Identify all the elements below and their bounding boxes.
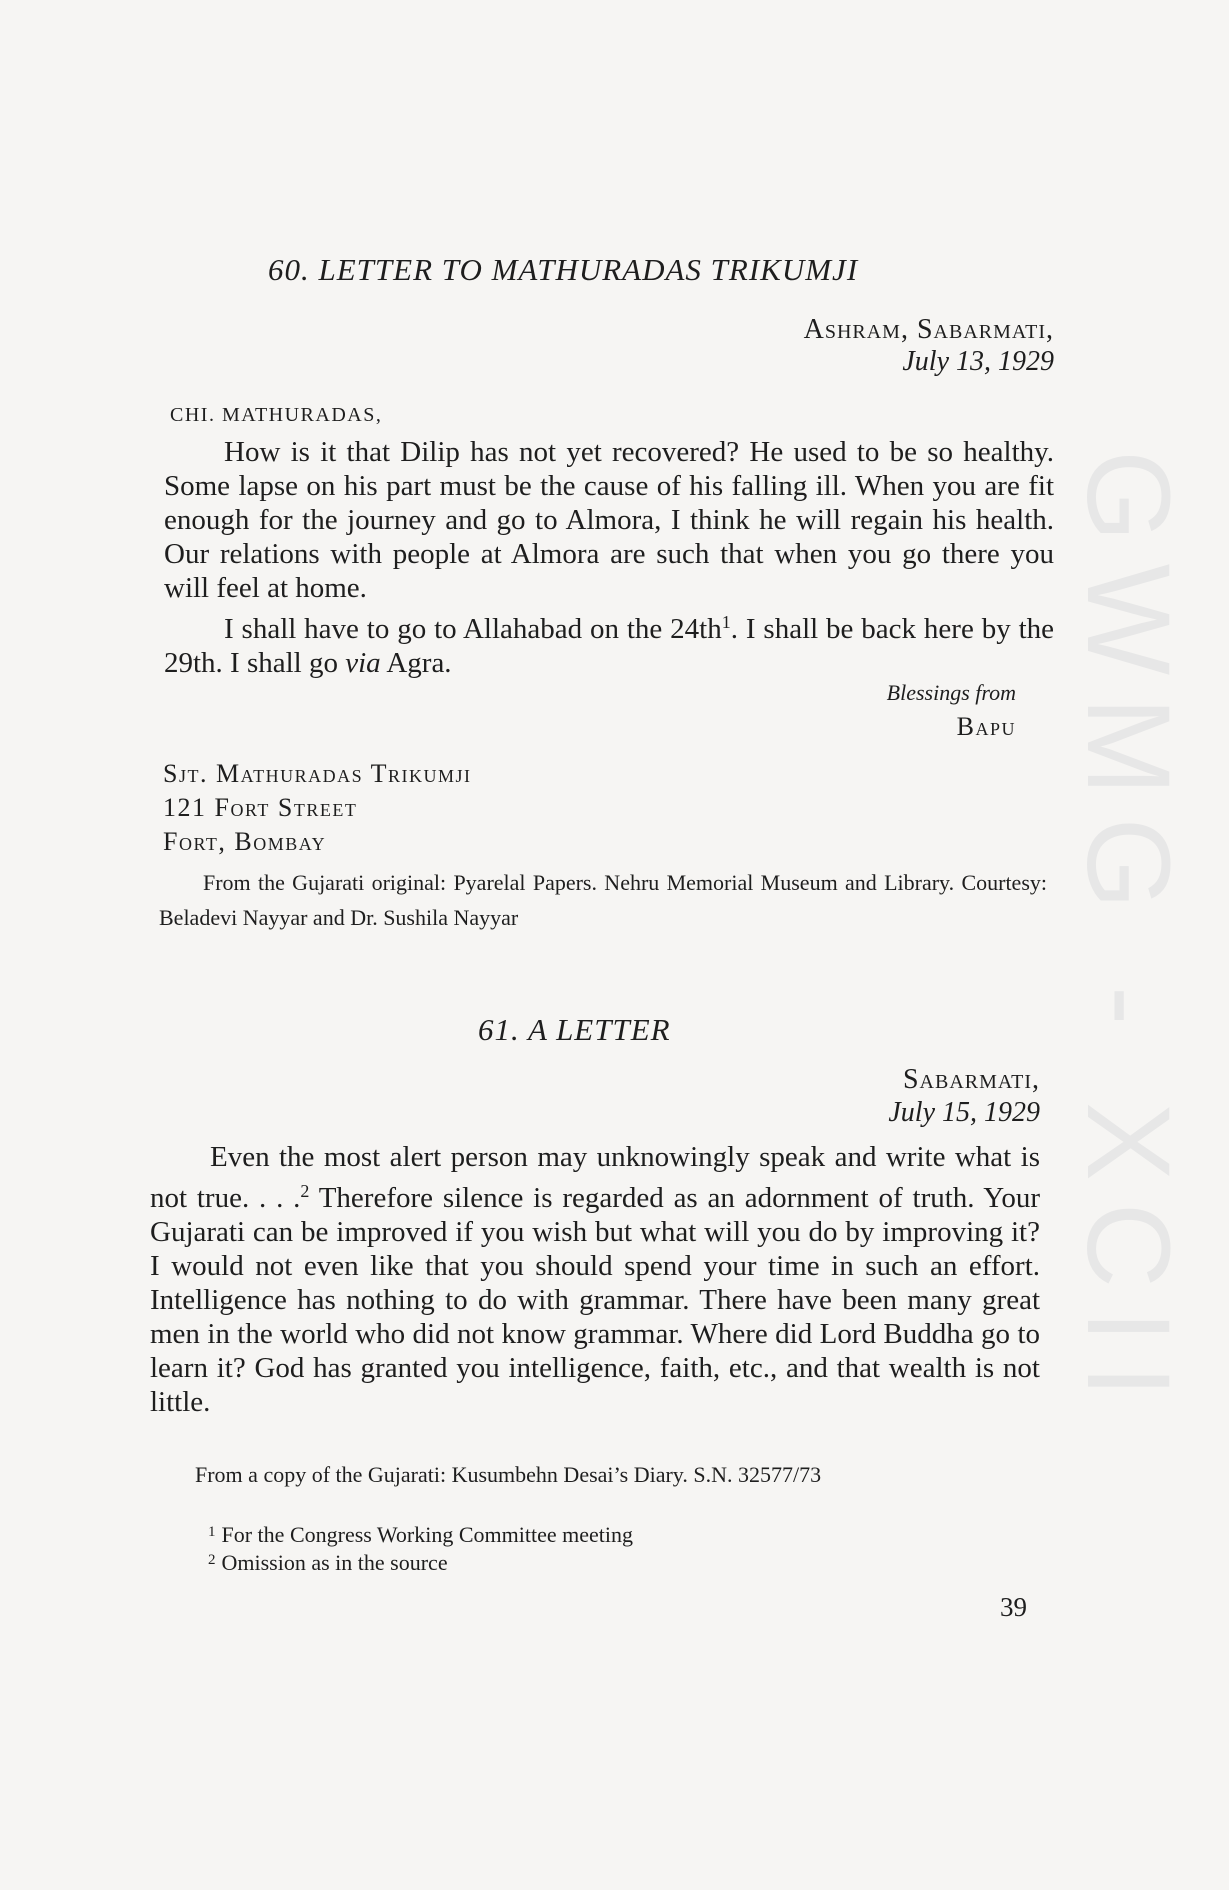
blessings-line: Blessings from (886, 680, 1016, 705)
footnote-ref: 1 (721, 612, 731, 632)
paragraph-text: Therefore silence is regarded as an adornment of truth. Your Gujarati can be improved if you wish but what will you do by improving it? I would not even like that you should spend your time in such an effort. Intelligence has nothing to do with grammar. There have been many great men in the world who did not know grammar. Where did Lord Buddha go to learn it? God has granted you intelligence, faith, etc., and that wealth is not little. (150, 1182, 1040, 1418)
signature: Bapu (956, 712, 1016, 741)
footnote-ref: 2 (300, 1181, 310, 1201)
letter-60-paragraph-2 (164, 605, 1054, 680)
address-line: Fort, Bombay (163, 827, 327, 856)
paragraph-text: I shall have to go to Allahabad on the 24th (224, 613, 722, 645)
paragraph-text: . I shall be back here by the 29th. I shall go (164, 613, 1055, 679)
letter-60-date: July 13, 1929 (902, 346, 1054, 377)
letter-60-salutation: CHI. MATHURADAS, (170, 404, 383, 426)
watermark: GWMG - XCII (1062, 450, 1194, 1420)
letter-60-source (159, 865, 1047, 935)
footnote-2 (208, 1546, 448, 1577)
footnote-mark: 1 (208, 1524, 216, 1540)
recipient-address (163, 757, 472, 859)
footnote-1 (208, 1518, 633, 1549)
footnote-mark: 2 (208, 1552, 216, 1568)
address-line: 121 Fort Street (163, 793, 358, 822)
paragraph-text: Even the most alert person may unknowingly speak and write what is not true. . . . (150, 1141, 1040, 1214)
address-line: Sjt. Mathuradas Trikumji (163, 759, 472, 788)
letter-61-heading: 61. A LETTER (478, 1012, 671, 1047)
paragraph-text: Agra. (380, 647, 452, 679)
letter-60-heading: 60. LETTER TO MATHURADAS TRIKUMJI (268, 252, 859, 287)
source-text: From the Gujarati original: Pyarelal Papers. Nehru Memorial Museum and Library. Courtesy: Beladevi Nayyar and Dr. Sushila Nayyar (159, 870, 1047, 930)
italic-term: via (345, 647, 381, 679)
footnote-text: For the Congress Working Committee meeting (221, 1522, 634, 1547)
letter-61-date: July 15, 1929 (888, 1097, 1040, 1128)
letter-61-body (150, 1140, 1040, 1419)
footnote-text: Omission as in the source (221, 1550, 448, 1575)
page-number: 39 (1000, 1592, 1027, 1622)
letter-60-place: Ashram, Sabarmati, (803, 314, 1054, 345)
letter-60-paragraph-1: How is it that Dilip has not yet recovered? He used to be so healthy. Some lapse on his part must be the cause of his falling ill. When you are fit enough for the journey and go to Almora, I think he will regain his health. Our relations with people at Almora are such that when you go there you will feel at home. (164, 436, 1054, 604)
letter-61-place: Sabarmati, (902, 1064, 1040, 1095)
letter-60-body (164, 435, 1054, 680)
letter-61-source: From a copy of the Gujarati: Kusumbehn Desai’s Diary. S.N. 32577/73 (195, 1462, 822, 1487)
letter-61-paragraph (150, 1140, 1040, 1419)
